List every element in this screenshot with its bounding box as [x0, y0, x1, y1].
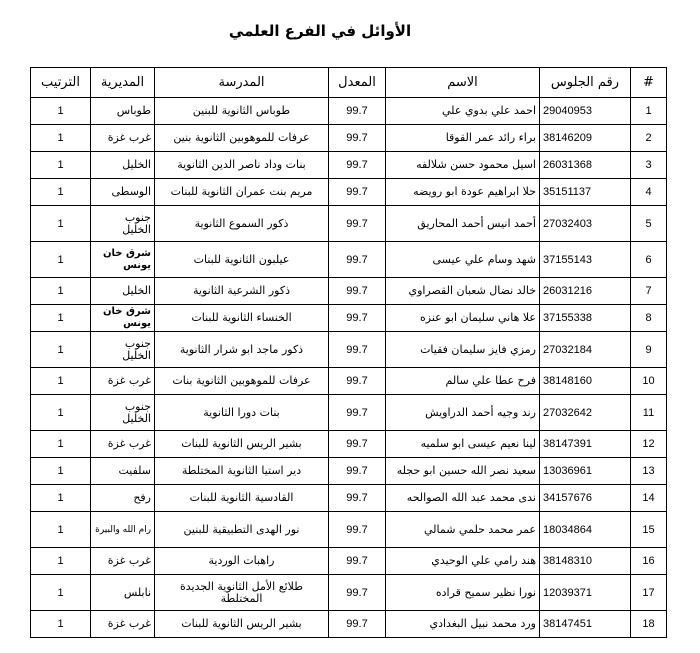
- row-number-cell: 9: [631, 332, 667, 368]
- student-name-cell: رمزي فايز سليمان فقيات: [386, 332, 540, 368]
- student-name-cell: هند رامي علي الوحيدي: [386, 548, 540, 575]
- school-cell: طوباس الثانوية للبنين: [155, 98, 329, 125]
- row-number-cell: 18: [631, 611, 667, 638]
- rank-cell: 1: [31, 278, 91, 305]
- seat-number-cell: 27032403: [540, 206, 631, 242]
- rank-cell: 1: [31, 98, 91, 125]
- directorate-cell: رام الله والبيرة: [91, 512, 155, 548]
- average-cell: 99.7: [329, 548, 386, 575]
- average-cell: 99.7: [329, 125, 386, 152]
- row-number-cell: 12: [631, 431, 667, 458]
- table-row: [31, 512, 667, 548]
- rank-cell: 1: [31, 395, 91, 431]
- average-cell: 99.7: [329, 611, 386, 638]
- seat-number-cell: 12039371: [540, 575, 631, 611]
- average-cell: 99.7: [329, 458, 386, 485]
- student-name-cell: خالد نضال شعبان القصراوي: [386, 278, 540, 305]
- table-row: [31, 485, 667, 512]
- row-number-cell: 16: [631, 548, 667, 575]
- seat-number-cell: 34157676: [540, 485, 631, 512]
- seat-number-cell: 37155143: [540, 242, 631, 278]
- school-cell: ذكور الشرعية الثانوية: [155, 278, 329, 305]
- seat-number-cell: 26031368: [540, 152, 631, 179]
- school-cell: ذكور ماجد ابو شرار الثانوية: [155, 332, 329, 368]
- student-name-cell: لينا نعيم عيسى ابو سلميه: [386, 431, 540, 458]
- directorate-cell: جنوب الخليل: [91, 395, 155, 431]
- row-number-cell: 13: [631, 458, 667, 485]
- directorate-cell: نابلس: [91, 575, 155, 611]
- row-number-cell: 5: [631, 206, 667, 242]
- rank-cell: 1: [31, 368, 91, 395]
- rank-cell: 1: [31, 305, 91, 332]
- row-number-cell: 10: [631, 368, 667, 395]
- table-row: [31, 611, 667, 638]
- rank-cell: 1: [31, 458, 91, 485]
- rank-cell: 1: [31, 575, 91, 611]
- school-cell: مريم بنت عمران الثانوية للبنات: [155, 179, 329, 206]
- school-cell: نور الهدى التطبيقية للبنين: [155, 512, 329, 548]
- school-cell: راهبات الوردية: [155, 548, 329, 575]
- student-name-cell: رند وجيه أحمد الدراويش: [386, 395, 540, 431]
- rank-cell: 1: [31, 512, 91, 548]
- rank-cell: 1: [31, 125, 91, 152]
- table-row: [31, 368, 667, 395]
- results-table: [30, 67, 667, 638]
- school-cell: بشير الريس الثانوية للبنات: [155, 431, 329, 458]
- header-seat-number: رقم الجلوس: [540, 68, 631, 98]
- directorate-cell: الخليل: [91, 152, 155, 179]
- average-cell: 99.7: [329, 332, 386, 368]
- student-name-cell: عمر محمد حلمي شمالي: [386, 512, 540, 548]
- directorate-cell: غرب غزة: [91, 548, 155, 575]
- table-row: [31, 431, 667, 458]
- student-name-cell: اسيل محمود حسن شلالفه: [386, 152, 540, 179]
- student-name-cell: احمد علي بدوي علي: [386, 98, 540, 125]
- seat-number-cell: 38148310: [540, 548, 631, 575]
- row-number-cell: 14: [631, 485, 667, 512]
- seat-number-cell: 27032184: [540, 332, 631, 368]
- table-row: [31, 278, 667, 305]
- table-row: [31, 575, 667, 611]
- directorate-cell: شرق خان يونس: [91, 305, 155, 332]
- table-body: [31, 98, 667, 638]
- table-row: [31, 125, 667, 152]
- directorate-cell: جنوب الخليل: [91, 206, 155, 242]
- school-cell: طلائع الأمل الثانوية الجديدة المختلطة: [155, 575, 329, 611]
- student-name-cell: حلا ابراهيم عودة ابو رويضه: [386, 179, 540, 206]
- directorate-cell: سلفيت: [91, 458, 155, 485]
- school-cell: عيلبون الثانوية للبنات: [155, 242, 329, 278]
- average-cell: 99.7: [329, 242, 386, 278]
- row-number-cell: 3: [631, 152, 667, 179]
- row-number-cell: 17: [631, 575, 667, 611]
- rank-cell: 1: [31, 431, 91, 458]
- table-row: [31, 548, 667, 575]
- student-name-cell: ورد محمد نبيل البغدادي: [386, 611, 540, 638]
- average-cell: 99.7: [329, 575, 386, 611]
- table-row: [31, 242, 667, 278]
- rank-cell: 1: [31, 242, 91, 278]
- header-average: المعدل: [329, 68, 386, 98]
- school-cell: دير استيا الثانوية المختلطة: [155, 458, 329, 485]
- table-row: [31, 152, 667, 179]
- header-school: المدرسة: [155, 68, 329, 98]
- average-cell: 99.7: [329, 152, 386, 179]
- rank-cell: 1: [31, 152, 91, 179]
- school-cell: الخنساء الثانوية للبنات: [155, 305, 329, 332]
- student-name-cell: فرح عطا علي سالم: [386, 368, 540, 395]
- header-name: الاسم: [386, 68, 540, 98]
- school-cell: بنات وداد ناصر الدين الثانوية: [155, 152, 329, 179]
- average-cell: 99.7: [329, 485, 386, 512]
- page-title: الأوائل في الفرع العلمي: [228, 22, 412, 40]
- school-cell: ذكور السموع الثانوية: [155, 206, 329, 242]
- table-row: [31, 98, 667, 125]
- student-name-cell: نورا نظير سميح قراده: [386, 575, 540, 611]
- directorate-cell: غرب غزة: [91, 125, 155, 152]
- row-number-cell: 2: [631, 125, 667, 152]
- seat-number-cell: 38148160: [540, 368, 631, 395]
- row-number-cell: 1: [631, 98, 667, 125]
- table-row: [31, 179, 667, 206]
- row-number-cell: 15: [631, 512, 667, 548]
- header-number: #: [631, 68, 667, 98]
- seat-number-cell: 37155338: [540, 305, 631, 332]
- table-row: [31, 332, 667, 368]
- directorate-cell: الوسطى: [91, 179, 155, 206]
- table-header-row: [31, 68, 667, 98]
- header-rank: الترتيب: [31, 68, 91, 98]
- row-number-cell: 6: [631, 242, 667, 278]
- seat-number-cell: 18034864: [540, 512, 631, 548]
- rank-cell: 1: [31, 611, 91, 638]
- school-cell: عرفات للموهوبين الثانوية بنات: [155, 368, 329, 395]
- directorate-cell: رفح: [91, 485, 155, 512]
- row-number-cell: 11: [631, 395, 667, 431]
- seat-number-cell: 26031216: [540, 278, 631, 305]
- seat-number-cell: 38147391: [540, 431, 631, 458]
- seat-number-cell: 29040953: [540, 98, 631, 125]
- rank-cell: 1: [31, 485, 91, 512]
- directorate-cell: غرب غزة: [91, 611, 155, 638]
- average-cell: 99.7: [329, 368, 386, 395]
- row-number-cell: 8: [631, 305, 667, 332]
- average-cell: 99.7: [329, 98, 386, 125]
- student-name-cell: شهد وسام علي عيسى: [386, 242, 540, 278]
- directorate-cell: غرب غزة: [91, 368, 155, 395]
- rank-cell: 1: [31, 179, 91, 206]
- table-row: [31, 458, 667, 485]
- student-name-cell: براء رائد عمر القوقا: [386, 125, 540, 152]
- rank-cell: 1: [31, 548, 91, 575]
- rank-cell: 1: [31, 332, 91, 368]
- seat-number-cell: 27032642: [540, 395, 631, 431]
- student-name-cell: سعيد نصر الله حسين ابو حجله: [386, 458, 540, 485]
- row-number-cell: 4: [631, 179, 667, 206]
- student-name-cell: ندى محمد عبد الله الصوالحه: [386, 485, 540, 512]
- average-cell: 99.7: [329, 278, 386, 305]
- school-cell: القادسية الثانوية للبنات: [155, 485, 329, 512]
- student-name-cell: أحمد انيس أحمد المحاريق: [386, 206, 540, 242]
- average-cell: 99.7: [329, 179, 386, 206]
- header-directorate: المديرية: [91, 68, 155, 98]
- average-cell: 99.7: [329, 512, 386, 548]
- table-row: [31, 206, 667, 242]
- directorate-cell: غرب غزة: [91, 431, 155, 458]
- school-cell: بشير الريس الثانوية للبنات: [155, 611, 329, 638]
- seat-number-cell: 38147451: [540, 611, 631, 638]
- seat-number-cell: 38146209: [540, 125, 631, 152]
- average-cell: 99.7: [329, 305, 386, 332]
- student-name-cell: علا هاني سليمان ابو عنزه: [386, 305, 540, 332]
- rank-cell: 1: [31, 206, 91, 242]
- average-cell: 99.7: [329, 206, 386, 242]
- directorate-cell: شرق خان يونس: [91, 242, 155, 278]
- directorate-cell: طوباس: [91, 98, 155, 125]
- table-row: [31, 305, 667, 332]
- seat-number-cell: 35151137: [540, 179, 631, 206]
- average-cell: 99.7: [329, 431, 386, 458]
- school-cell: بنات دورا الثانوية: [155, 395, 329, 431]
- directorate-cell: الخليل: [91, 278, 155, 305]
- row-number-cell: 7: [631, 278, 667, 305]
- directorate-cell: جنوب الخليل: [91, 332, 155, 368]
- seat-number-cell: 13036961: [540, 458, 631, 485]
- table-row: [31, 395, 667, 431]
- school-cell: عرفات للموهوبين الثانوية بنين: [155, 125, 329, 152]
- average-cell: 99.7: [329, 395, 386, 431]
